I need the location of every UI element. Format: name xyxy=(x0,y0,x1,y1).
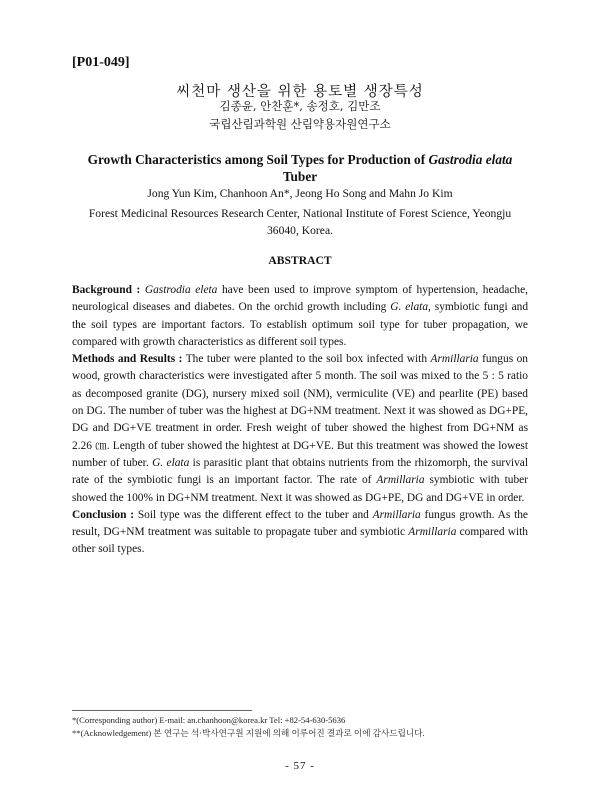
methods-text: is parasitic plant that obtains nutrients from the rhizomorph, the survival rate of the symbiotic fungi is an important factor. The rate of xyxy=(72,456,528,487)
background-label: Background : xyxy=(72,284,141,296)
poster-code: [P01-049] xyxy=(72,55,130,70)
conclusion-paragraph xyxy=(72,507,528,559)
species-name: G. elata xyxy=(390,301,429,314)
methods-label: Methods and Results : xyxy=(72,353,183,366)
species-name: G. elata xyxy=(152,456,190,469)
background-text: have been used to improve symptom of hypertension, headache, neurological diseases and diabetes. On the orchid growth including xyxy=(72,284,529,314)
english-authors: Jong Yun Kim, Chanhoon An*, Jeong Ho Song and Mahn Jo Kim xyxy=(147,187,453,200)
footnote-corresponding: *(Corresponding author) E-mail: an.chanhoon@korea.kr Tel: +82-54-630-5636 xyxy=(72,715,346,725)
conclusion-text: compared with other soil types. xyxy=(72,526,529,556)
conclusion-text: fungus growth. As the result, DG+NM treatment was suitable to propagate tuber and symbiotic xyxy=(72,508,528,539)
methods-text: The tuber were planted to the soil box infected with xyxy=(182,353,431,366)
conclusion-text: Soil type was the different effect to the tuber and xyxy=(134,508,373,521)
footnote-acknowledgement: **(Acknowledgement) 본 연구는 석·박사연구원 지원에 의해 이루어진 결과로 이에 감사드립니다. xyxy=(72,728,425,738)
methods-text: symbiotic with tuber showed the 100% in DG+NM treatment. Next it was showed as DG+PE, DG and DG+VE in order. xyxy=(72,474,528,504)
background-text: , symbiotic fungi and the soil types are important factors. To establish optimum soil type for tuber propagation, we compared with growth characteristics as different soil types. xyxy=(72,301,529,348)
korean-authors: 김종윤, 안찬훈*, 송정호, 김만조 xyxy=(219,99,381,113)
species-name: Armillaria xyxy=(376,474,425,487)
species-name: Armillaria xyxy=(430,353,479,366)
title-species: Gastrodia elata xyxy=(428,152,513,167)
english-title xyxy=(70,151,530,185)
species-name: Gastrodia eleta xyxy=(144,284,218,296)
page-number: - 57 - xyxy=(285,760,315,772)
abstract-heading: ABSTRACT xyxy=(268,254,332,267)
korean-affiliation: 국립산림과학원 산림약용자원연구소 xyxy=(209,117,391,131)
title-text-1: Growth Characteristics among Soil Types for Production of xyxy=(87,152,429,167)
conclusion-label: Conclusion : xyxy=(72,508,135,521)
methods-text: fungus on wood, growth characteristics were investigated after 5 month. The soil was mixed to the 5 : 5 ratio as decomposed granite (DG), nursery mixed soil (NM), vermiculite (VE) and pearlite (PE) based on DG. The number of tuber was the highest at DG+NM treatment. Next it was showed as DG+PE, DG and DG+VE treatment in order. Fresh weight of tuber showed the highest from DG+NM as 2.26 ㎝. Length of tuber showed the hightest at DG+VE. But this treatment was showed the lowest number of tuber. xyxy=(72,353,528,469)
title-text-2: Tuber xyxy=(282,169,318,184)
abstract-body xyxy=(72,282,528,559)
footnote-divider xyxy=(72,710,252,711)
species-name: Armillaria xyxy=(372,508,421,521)
methods-paragraph xyxy=(72,351,528,507)
korean-title: 씨천마 생산을 위한 용토별 생장특성 xyxy=(176,84,424,100)
english-affiliation: Forest Medicinal Resources Research Center, National Institute of Forest Science, Yeongju 36040, Korea. xyxy=(88,207,512,237)
species-name: Armillaria xyxy=(408,526,457,539)
background-paragraph xyxy=(72,282,528,351)
